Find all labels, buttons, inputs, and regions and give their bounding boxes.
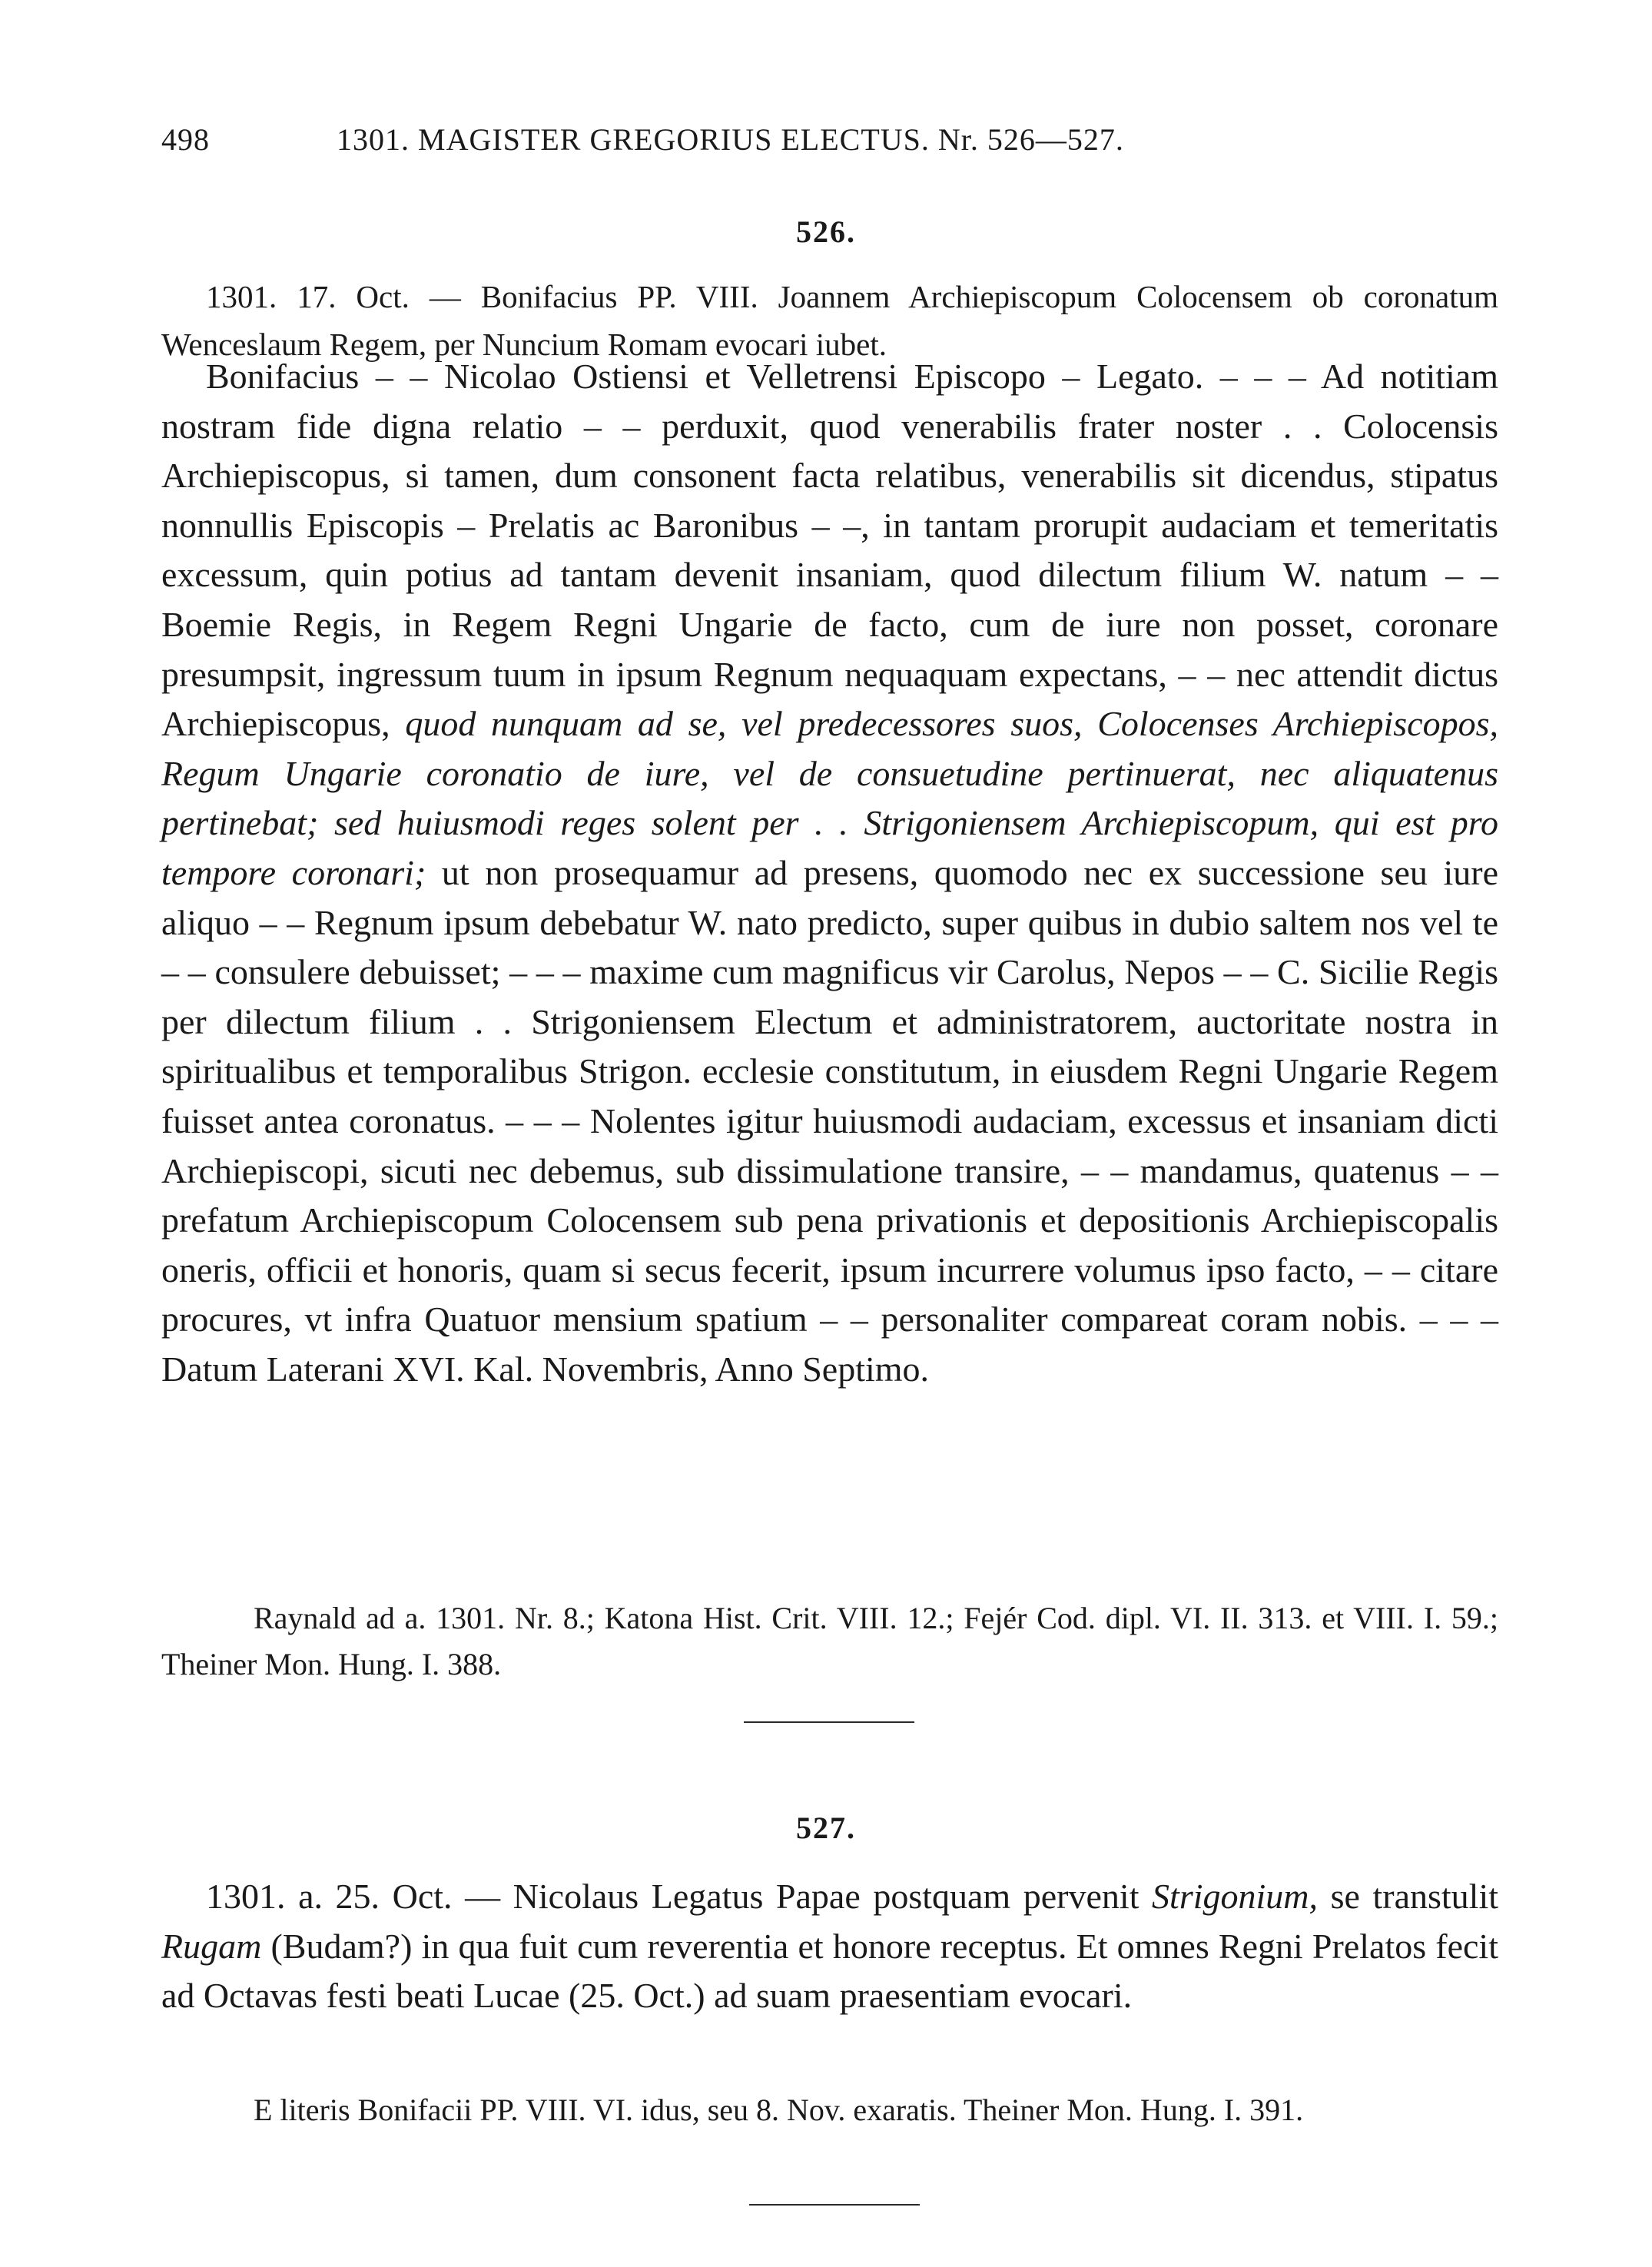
running-title: 1301. MAGISTER GREGORIUS ELECTUS. Nr. 526—527. <box>337 122 1124 157</box>
entry-527-text <box>161 1872 1498 2021</box>
entry-527-text-part-1: 1301. a. 25. Oct. — Nicolaus Legatus Papae postquam pervenit <box>206 1877 1153 1916</box>
entry-527-place-strigonium: Strigonium, <box>1152 1877 1319 1916</box>
entry-526-source: Raynald ad a. 1301. Nr. 8.; Katona Hist. Crit. VIII. 12.; Fejér Cod. dipl. VI. II. 313. et VIII. I. 59.; Theiner Mon. Hung. I. 388. <box>161 1601 1498 1681</box>
entry-527-place-rugam: Rugam <box>161 1926 262 1966</box>
entry-526-text-part-2: ut non prosequamur ad presens, quomodo nec ex successione seu iure aliquo – – Regnum ipsum debebatur W. nato predicto, super quibus in dubio saltem nos vel te – – consulere debuisset; – – – maxime cum magnificus vir Carolus, Nepos – – C. Sicilie Regis per dilectum filium . . Strigoniensem Electum et administratorem, auctoritate nostra in spiritualibus et temporalibus Strigon. ecclesie constitutum, in eiusdem Regni Ungarie Regem fuisset antea coronatus. – – – Nolentes igitur huiusmodi audaciam, excessus et insaniam dicti Archiepiscopi, sicuti nec debemus, sub dissimulatione transire, – – mandamus, quatenus – – prefatum Archiepiscopum Colocensem sub pena privationis et depositionis Archiepiscopalis oneris, officii et honoris, quam si secus fecerit, ipsum incurrere volumus ipso facto, – – citare procures, vt infra Quatuor mensium spatium – – personaliter compareat coram nobis. – – – Datum Laterani XVI. Kal. Novembris, Anno Septimo. <box>161 852 1499 1389</box>
entry-526-regest: 1301. 17. Oct. — Bonifacius PP. VIII. Joannem Archiepiscopum Colocensem ob coronatum Wenceslaum Regem, per Nuncium Romam evocari iubet. <box>161 279 1498 362</box>
entry-527-text-part-3: (Budam?) in qua fuit cum reverentia et honore receptus. Et omnes Regni Prelatos fecit ad Octavas festi beati Lucae (25. Oct.) ad suam praesentiam evocari. <box>161 1926 1498 2016</box>
entry-526-text <box>161 352 1498 1394</box>
page-number: 498 <box>161 122 210 157</box>
entry-527-text-part-2: se transtulit <box>1318 1877 1499 1916</box>
end-divider <box>749 2204 920 2206</box>
running-head <box>161 121 1498 168</box>
section-divider <box>744 1721 914 1723</box>
entry-number-527: 527. <box>796 1811 856 1845</box>
entry-526-text-part-1: Bonifacius – – Nicolao Ostiensi et Velletrensi Episcopo – Legato. – – – Ad notitiam nostram fide digna relatio – – perduxit, quod venerabilis frater noster . . Colocensis Archiepiscopus, si tamen, dum consonent facta relatibus, venerabilis sit dicendus, stipatus nonnullis Episcopis – Prelatis ac Baronibus – –, in tantam prorupit audaciam et temeritatis excessum, quin potius ad tantam devenit insaniam, quod dilectum filium W. natum – – Boemie Regis, in Regem Regni Ungarie de facto, cum de iure non posset, coronare presumpsit, ingressum tuum in ipsum Regnum nequaquam expectans, – – nec attendit dictus Archiepiscopus, <box>161 357 1498 744</box>
entry-526-text-italic: quod nunquam ad se, vel predecessores suos, Colocenses Archiepiscopos, Regum Ungarie coronatio de iure, vel de consuetudine pertinuerat, nec aliquatenus pertinebat; sed huiusmodi reges solent per . . Strigoniensem Archiepiscopum, qui est pro tempore coronari; <box>161 704 1498 892</box>
entry-527-source: E literis Bonifacii PP. VIII. VI. idus, seu 8. Nov. exaratis. Theiner Mon. Hung. I. 391. <box>254 2093 1304 2127</box>
entry-number-526: 526. <box>796 214 856 249</box>
